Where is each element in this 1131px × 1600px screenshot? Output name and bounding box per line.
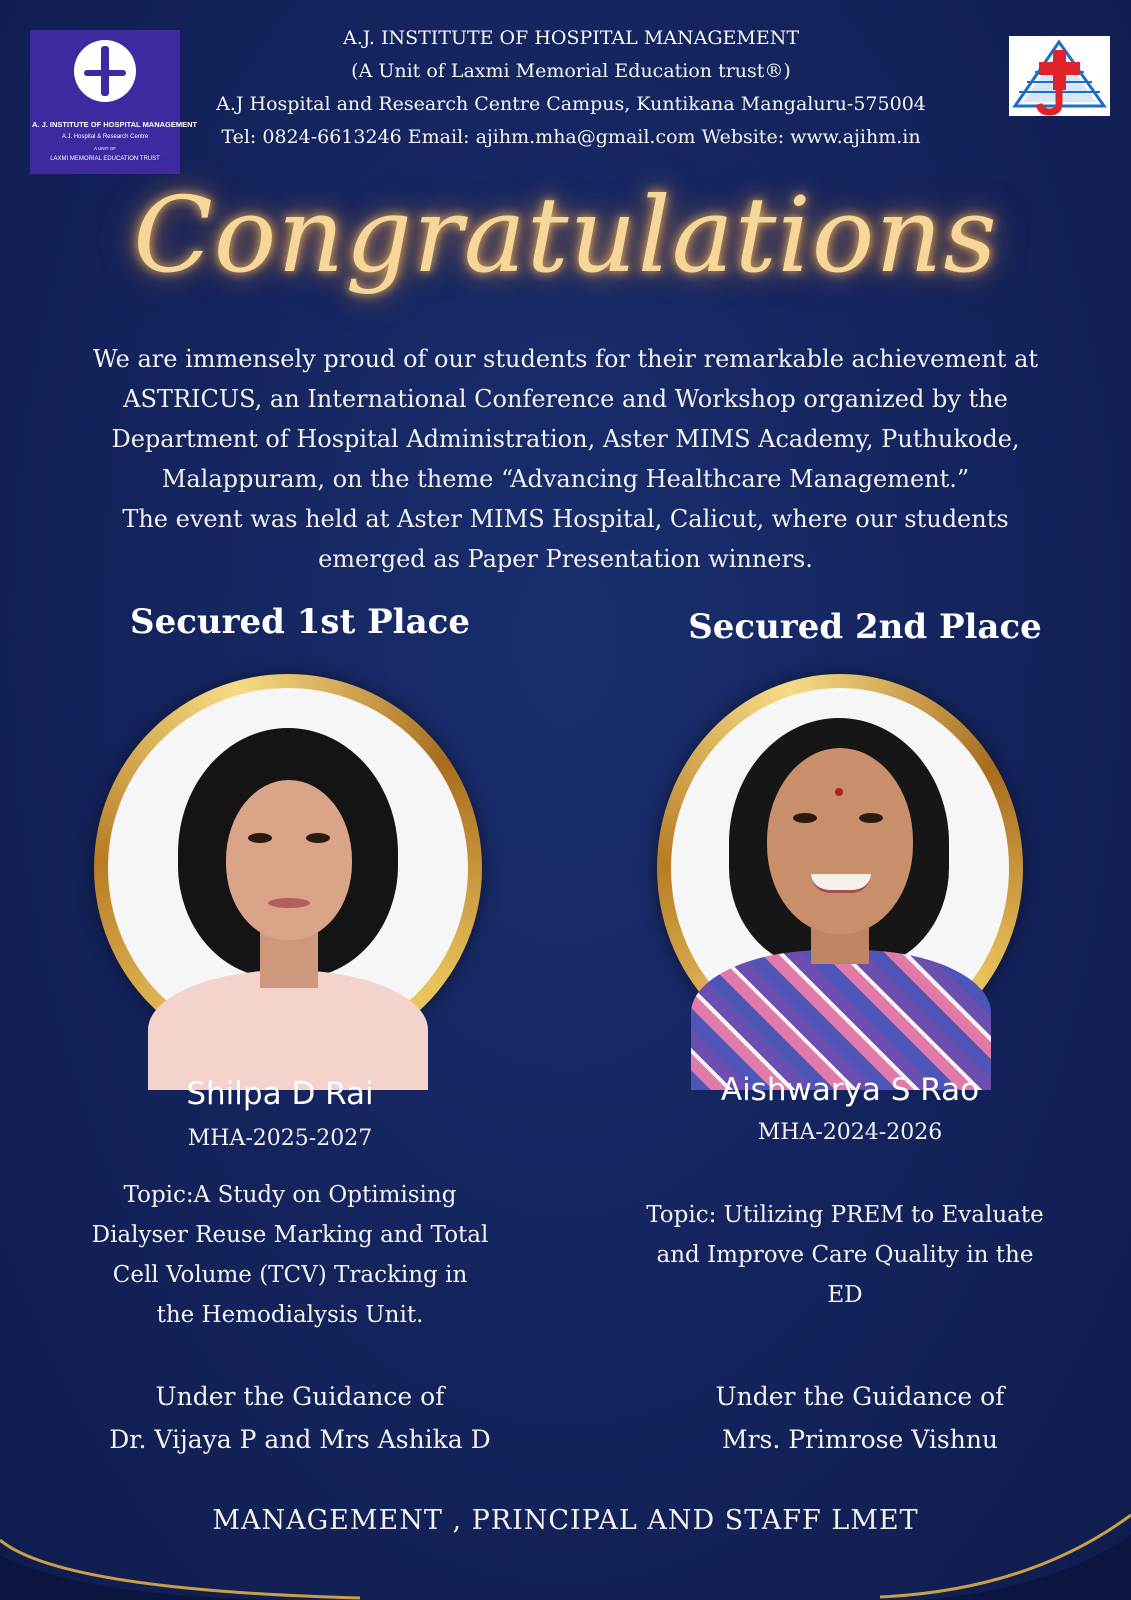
topic-line: ED: [827, 1282, 863, 1308]
institute-name: A.J. INSTITUTE OF HOSPITAL MANAGEMENT: [342, 27, 800, 49]
winner-2-batch: MHA-2024-2026: [757, 1120, 943, 1145]
second-place-heading: Secured 2nd Place: [688, 607, 1042, 647]
winner-1-topic: [40, 1175, 540, 1335]
winner-2-photo: [657, 674, 1023, 1062]
topic-line: the Hemodialysis Unit.: [156, 1302, 424, 1328]
unit-line: (A Unit of Laxmi Memorial Education trust®): [351, 60, 791, 82]
intro-line: ASTRICUS, an International Conference and Workshop organized by the: [123, 385, 1008, 413]
guide-names: Dr. Vijaya P and Mrs Ashika D: [109, 1425, 491, 1454]
topic-line: Topic:A Study on Optimising: [123, 1182, 457, 1208]
logo-institute-name: A. J. INSTITUTE OF HOSPITAL MANAGEMENT: [32, 120, 198, 129]
intro-line: Department of Hospital Administration, Aster MIMS Academy, Puthukode,: [111, 425, 1020, 453]
guidance-label: Under the Guidance of: [715, 1382, 1005, 1411]
aj-hospital-logo-icon: [1009, 36, 1110, 116]
guidance-label: Under the Guidance of: [155, 1382, 445, 1411]
institute-logo: [30, 30, 198, 174]
intro-paragraph: [60, 339, 1071, 579]
winner-2-guidance: [610, 1375, 1110, 1461]
winner-1-name: Shilpa D Rai: [186, 1076, 374, 1112]
topic-line: Topic: Utilizing PREM to Evaluate: [646, 1202, 1044, 1228]
contact-line: Tel: 0824-6613246 Email: ajihm.mha@gmail.com Website: www.ajihm.in: [221, 126, 921, 148]
winner-1-batch: MHA-2025-2027: [187, 1126, 373, 1151]
topic-line: Dialyser Reuse Marking and Total: [91, 1222, 489, 1248]
winner-1-guidance: [50, 1375, 550, 1461]
topic-line: and Improve Care Quality in the: [656, 1242, 1034, 1268]
winner-1-photo: [94, 674, 482, 1062]
footer-credit: MANAGEMENT , PRINCIPAL AND STAFF LMET: [212, 1505, 919, 1536]
first-place-heading: Secured 1st Place: [130, 602, 470, 642]
decorative-swoosh-left: [0, 1520, 360, 1600]
address-line: A.J Hospital and Research Centre Campus, Kuntikana Mangaluru-575004: [216, 93, 926, 115]
congratulations-title: Congratulations: [133, 174, 998, 296]
header-text: [180, 22, 962, 154]
intro-line: We are immensely proud of our students for their remarkable achievement at: [92, 345, 1039, 373]
guide-names: Mrs. Primrose Vishnu: [721, 1425, 999, 1454]
logo-unit-label: A UNIT OF: [94, 146, 116, 151]
topic-line: Cell Volume (TCV) Tracking in: [112, 1262, 468, 1288]
logo-trust-name: LAXMI MEMORIAL EDUCATION TRUST: [50, 156, 160, 162]
institute-emblem-icon: [74, 40, 136, 102]
intro-line: emerged as Paper Presentation winners.: [318, 545, 813, 573]
intro-line: The event was held at Aster MIMS Hospital, Calicut, where our students: [122, 505, 1009, 533]
winner-2-name: Aishwarya S Rao: [720, 1072, 980, 1108]
intro-line: Malappuram, on the theme “Advancing Healthcare Management.”: [161, 465, 970, 493]
logo-hospital-name: A.J. Hospital & Research Centre: [61, 134, 149, 140]
winner-2-topic: [595, 1195, 1095, 1315]
decorative-swoosh-right: [880, 1505, 1131, 1600]
